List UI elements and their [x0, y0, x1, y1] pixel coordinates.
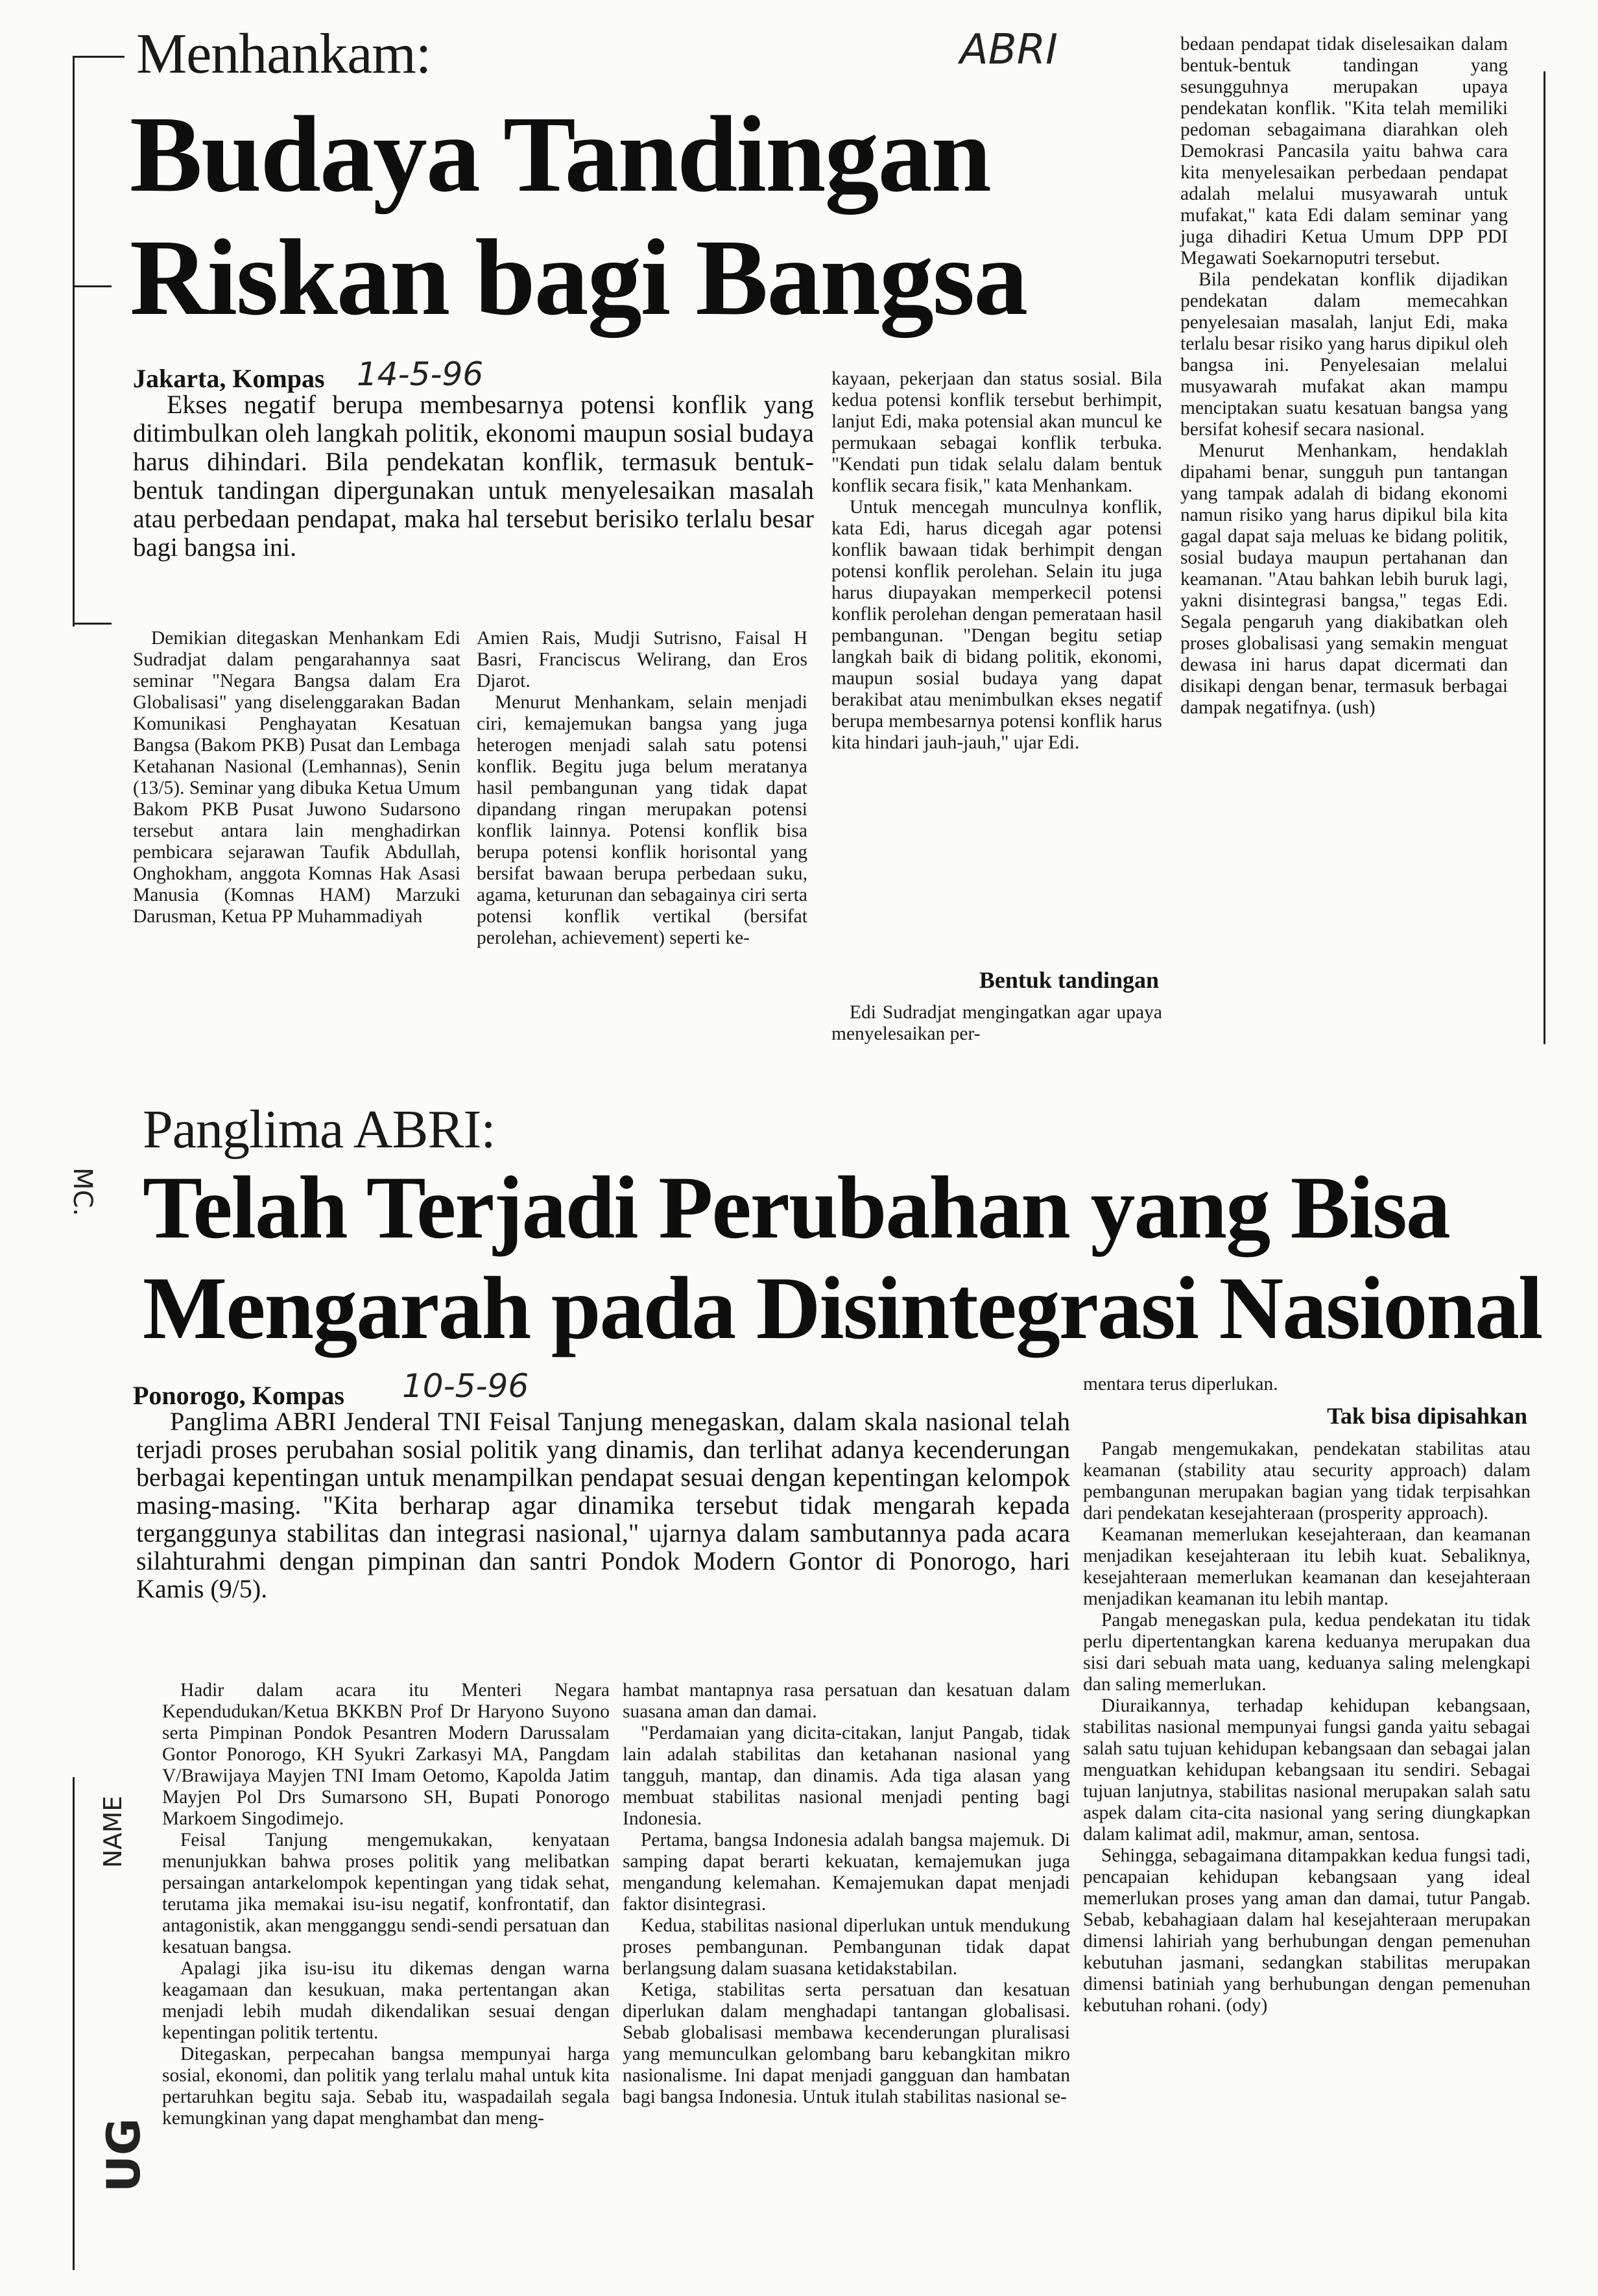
article2-headline-line1: Telah Terjadi Perubahan yang Bisa [143, 1158, 1449, 1257]
article2-col3-p5: Sehingga, sebagaimana ditampakkan kedua fungsi tadi, pencapaian kehidupan kebangsaan yang ideal memerlukan proses yang aman dan damai, tutur Pangab. Sebab, kebahagiaan dalam hal kesejahteraan merupakan dimensi lahiriah yang berhubungan dengan pemenuhan kebutuhan jasmani, sedangkan stabilitas merupakan dimensi batiniah yang berhubungan dengan pemenuhan kebutuhan rohani. (ody) [1083, 1845, 1531, 2016]
article1-col2-p1: Amien Rais, Mudji Sutrisno, Faisal H Basri, Franciscus Welirang, dan Eros Djarot. [477, 628, 807, 691]
article1-col3-p1: kayaan, pekerjaan dan status sosial. Bila kedua potensi konflik tersebut berhimpit, lanjut Edi, maka potensial akan muncul ke permukaan sebagai konflik terbuka. "Kendati pun tidak selalu dalam bentuk konflik secara fisik," kata Menhankam. [831, 368, 1162, 496]
right-margin-rule [1544, 71, 1545, 1044]
article2-handwritten-date: 10-5-96 [402, 1367, 529, 1405]
margin-mc-label: MC. [67, 1167, 97, 1217]
article2-col2-p1: hambat mantapnya rasa persatuan dan kesatuan dalam suasana aman dan damai. [623, 1680, 1070, 1722]
article2-column-1 [162, 1680, 610, 2129]
article2-col2-p5: Ketiga, stabilitas serta persatuan dan kesatuan diperlukan dalam menghadapi tantangan globalisasi. Sebab globalisasi membawa kecenderungan pluralisasi yang memunculkan gelombang baru kebangkitan mikro nasionalisme. Ini dapat menjadi gangguan dan hambatan bagi bangsa Indonesia. Untuk itulah stabilitas nasional se- [623, 1979, 1070, 2107]
article2-col2-p4: Kedua, stabilitas nasional diperlukan untuk mendukung proses pembangunan. Pembangunan tidak dapat berlangsung dalam suasana ketidakstabilan. [623, 1915, 1070, 1979]
article2-col2-p3: Pertama, bangsa Indonesia adalah bangsa majemuk. Di samping dapat berarti kekuatan, kemajemukan juga mengandung kelemahan. Kemajemukan dapat menjadi faktor disintegrasi. [623, 1830, 1070, 1915]
article2-col3-p3: Pangab menegaskan pula, kedua pendekatan itu tidak perlu dipertentangkan karena keduanya merupakan dua sisi dari sebuah mata uang, keduanya saling melengkapi dan saling memerlukan. [1083, 1610, 1531, 1695]
article2-kicker: Panglima ABRI: [143, 1099, 495, 1160]
article1-col3-p2: Untuk mencegah munculnya konflik, kata Edi, harus dicegah agar potensi konflik bawaan tidak berhimpit dengan potensi konflik perolehan. Selain itu juga harus diupayakan memperkecil potensi konflik perolehan dengan pemerataan hasil pembangunan. "Dengan begitu setiap langkah baik di bidang politik, ekonomi, maupun sosial budaya yang dapat berakibat atau menimbulkan ekses negatif berupa membesarnya potensi konflik harus kita hindari jauh-jauh," ujar Edi. [831, 497, 1162, 753]
article2-column-3-top [1083, 1374, 1531, 1395]
article1-column-3 [831, 368, 1162, 754]
article1-col4-p1: bedaan pendapat tidak diselesaikan dalam bentuk-bentuk tandingan yang sesungguhnya merupakan upaya pendekatan konflik. "Kita telah memiliki pedoman sebagaimana diarahkan oleh Demokrasi Pancasila yaitu bahwa cara kita menyelesaikan perbedaan pendapat adalah melalui musyawarah untuk mufakat," kata Edi dalam seminar yang juga dihadiri Ketua Umum DPP PDI Megawati Soekarnoputri tersebut. [1180, 34, 1508, 269]
article2-headline-line2: Mengarah pada Disintegrasi Nasional [143, 1258, 1542, 1357]
margin-name-label: NAME [99, 1795, 127, 1868]
article1-lead-text: Ekses negatif berupa membesarnya potensi konflik yang ditimbulkan oleh langkah politik, ekonomi maupun sosial budaya harus dihindari. Bila pendekatan konflik, termasuk bentuk-bentuk tandingan dipergunakan untuk menyelesaikan masalah atau perbedaan pendapat, maka hal tersebut berisiko terlalu besar bagi bangsa ini. [133, 390, 814, 562]
margin-tick [73, 285, 112, 287]
margin-tick [73, 56, 125, 58]
article2-column-3 [1083, 1439, 1531, 2016]
article1-col2-p2: Menurut Menhankam, selain menjadi ciri, kemajemukan bangsa yang juga heterogen menjadi salah satu potensi konflik. Begitu juga belum meratanya hasil pembangunan yang tidak dapat dipandang ringan merupakan potensi konflik lainnya. Potensi konflik bisa berupa potensi konflik horisontal yang bersifat bawaan berupa perbedaan suku, agama, keturunan dan sebagainya ciri serta potensi konflik vertikal (bersifat perolehan, achievement) seperti ke- [477, 692, 807, 948]
article1-dateline: Jakarta, Kompas [133, 364, 325, 393]
margin-ug-label: UG [97, 2118, 150, 2192]
article2-col1-p3: Apalagi jika isu-isu itu dikemas dengan warna keagamaan dan kesukuan, maka pertentangan akan menjadi lebih mudah dikendalikan sesuai dengan kepentingan politik tertentu. [162, 1958, 610, 2043]
article2-lead-text: Panglima ABRI Jenderal TNI Feisal Tanjung menegaskan, dalam skala nasional telah terjadi proses perubahan sosial politik yang dinamis, dan terlihat adanya kecenderungan berbagai kepentingan untuk menampilkan pendapat sesuai dengan kepentingan kelompok masing-masing. "Kita berharap agar dinamika tersebut tidak mengarah kepada terganggunya stabilitas dan integrasi nasional," ujarnya dalam sambutannya pada acara silahturahmi dengan pimpinan dan santri Pondok Modern Gontor di Ponorogo, hari Kamis (9/5). [136, 1407, 1070, 1603]
article2-column-2 [623, 1680, 1070, 2108]
article2-col2-p2: "Perdamaian yang dicita-citakan, lanjut Pangab, tidak lain adalah stabilitas dan ketahanan nasional yang tangguh, mantap, dan dinamis. Ada tiga alasan yang membuat stabilitas nasional menjadi penting bagi Indonesia. [623, 1723, 1070, 1829]
margin-bracket-bottom [73, 1777, 75, 2270]
margin-bracket-top [73, 56, 75, 627]
article1-col1-text: Demikian ditegaskan Menhankam Edi Sudradjat dalam pengarahannya saat seminar "Negara Bangsa dalam Era Globalisasi" yang diselenggarakan Badan Komunikasi Penghayatan Kesatuan Bangsa (Bakom PKB) Pusat dan Lembaga Ketahanan Nasional (Lemhannas), Senin (13/5). Seminar yang dibuka Ketua Umum Bakom PKB Pusat Juwono Sudarsono tersebut antara lain menghadirkan pembicara sejarawan Taufik Abdullah, Onghokham, anggota Komnas Hak Asasi Manusia (Komnas HAM) Marzuki Darusman, Ketua PP Muhammadiyah [133, 628, 460, 927]
article1-column-2 [477, 628, 807, 949]
article1-headline-line2: Riskan bagi Bangsa [130, 217, 1027, 338]
abri-stamp: ABRI [960, 26, 1058, 74]
margin-tick [73, 623, 112, 625]
article1-col4-p3: Menurut Menhankam, hendaklah dipahami benar, sungguh pun tantangan yang tampak adalah di bidang ekonomi namun risiko yang harus dipikul bila kita gagal dapat saja meluas ke bidang politik, sosial budaya maupun pertahanan dan keamanan. "Atau bahkan lebih buruk lagi, yakni disintegrasi bangsa," tegas Edi. Segala pengaruh yang diakibatkan oleh proses globalisasi yang semakin menguat dewasa ini harus dapat dicermati dan disikapi dengan benar, termasuk berbagai dampak negatifnya. (ush) [1180, 440, 1508, 718]
article1-headline-line1: Budaya Tandingan [130, 94, 990, 215]
article2-col3-p1: Pangab mengemukakan, pendekatan stabilitas atau keamanan (stability atau security approach) dalam pembangunan merupakan bagian yang tidak terpisahkan dari pendekatan kesejahteraan (prosperity approach). [1083, 1439, 1531, 1524]
article1-col4-p2: Bila pendekatan konflik dijadikan pendekatan dalam memecahkan penyelesaian masalah, lanjut Edi, maka terlalu besar risiko yang harus dipikul oleh bangsa ini. Penyelesaian melalui musyawarah mufakat akan mampu menciptakan suatu kesatuan bangsa yang bersifat kohesif secara nasional. [1180, 269, 1508, 440]
article1-handwritten-date: 14-5-96 [357, 355, 484, 393]
article2-col3-p4: Diuraikannya, terhadap kehidupan kebangsaan, stabilitas nasional mempunyai fungsi ganda yaitu sebagai salah satu tujuan kehidupan kebangsaan dan sebagai jalan menguatkan kehidupan kebangsaan itu sendiri. Sebagai tujuan lanjutnya, stabilitas nasional merupakan salah satu aspek dalam cita-cita nasional yang sering diungkapkan dalam kalimat adil, makmur, aman, sentosa. [1083, 1695, 1531, 1845]
article1-column-4 [1180, 34, 1508, 719]
article2-col1-p2: Feisal Tanjung mengemukakan, kenyataan menunjukkan bahwa proses politik yang melibatkan persaingan antarkelompok kepentingan yang tidak sehat, terutama jika memakai isu-isu negatif, konfrontatif, dan antagonistik, akan mengganggu sendi-sendi persatuan dan kesatuan bangsa. [162, 1830, 610, 1957]
article1-lead [133, 390, 814, 562]
article2-col1-p4: Ditegaskan, perpecahan bangsa mempunyai harga sosial, ekonomi, dan politik yang terlalu mahal untuk kita pertaruhkan begitu saja. Sebab itu, waspadailah segala kemungkinan yang dapat menghambat dan meng- [162, 2044, 610, 2129]
article1-column-1 [133, 628, 460, 927]
article1-col3-p3: Edi Sudradjat mengingatkan agar upaya menyelesaikan per- [831, 1002, 1162, 1044]
article2-col1-p1: Hadir dalam acara itu Menteri Negara Kependudukan/Ketua BKKBN Prof Dr Haryono Suyono serta Pimpinan Pondok Pesantren Modern Darussalam Gontor Ponorogo, KH Syukri Zarkasyi MA, Pangdam V/Brawijaya Mayjen TNI Imam Oetomo, Kapolda Jatim Mayjen Pol Drs Sumarsono SH, Bupati Ponorogo Markoem Singodimejo. [162, 1680, 610, 1829]
article2-lead [136, 1407, 1070, 1603]
article1-column-3-tail [831, 1002, 1162, 1045]
article2-col3-p2: Keamanan memerlukan kesejahteraan, dan keamanan menjadikan kesejahteraan itu lebih kuat. Sebaliknya, kesejahteraan memerlukan keamanan dan kesejahteraan menjadikan keamanan itu lebih mantap. [1083, 1524, 1531, 1609]
article2-col3-top: mentara terus diperlukan. [1083, 1374, 1278, 1394]
article1-kicker: Menhankam: [136, 23, 431, 86]
article1-subhead: Bentuk tandingan [979, 967, 1159, 993]
article2-subhead: Tak bisa dipisahkan [1327, 1403, 1527, 1429]
article2-dateline: Ponorogo, Kompas [133, 1381, 344, 1410]
